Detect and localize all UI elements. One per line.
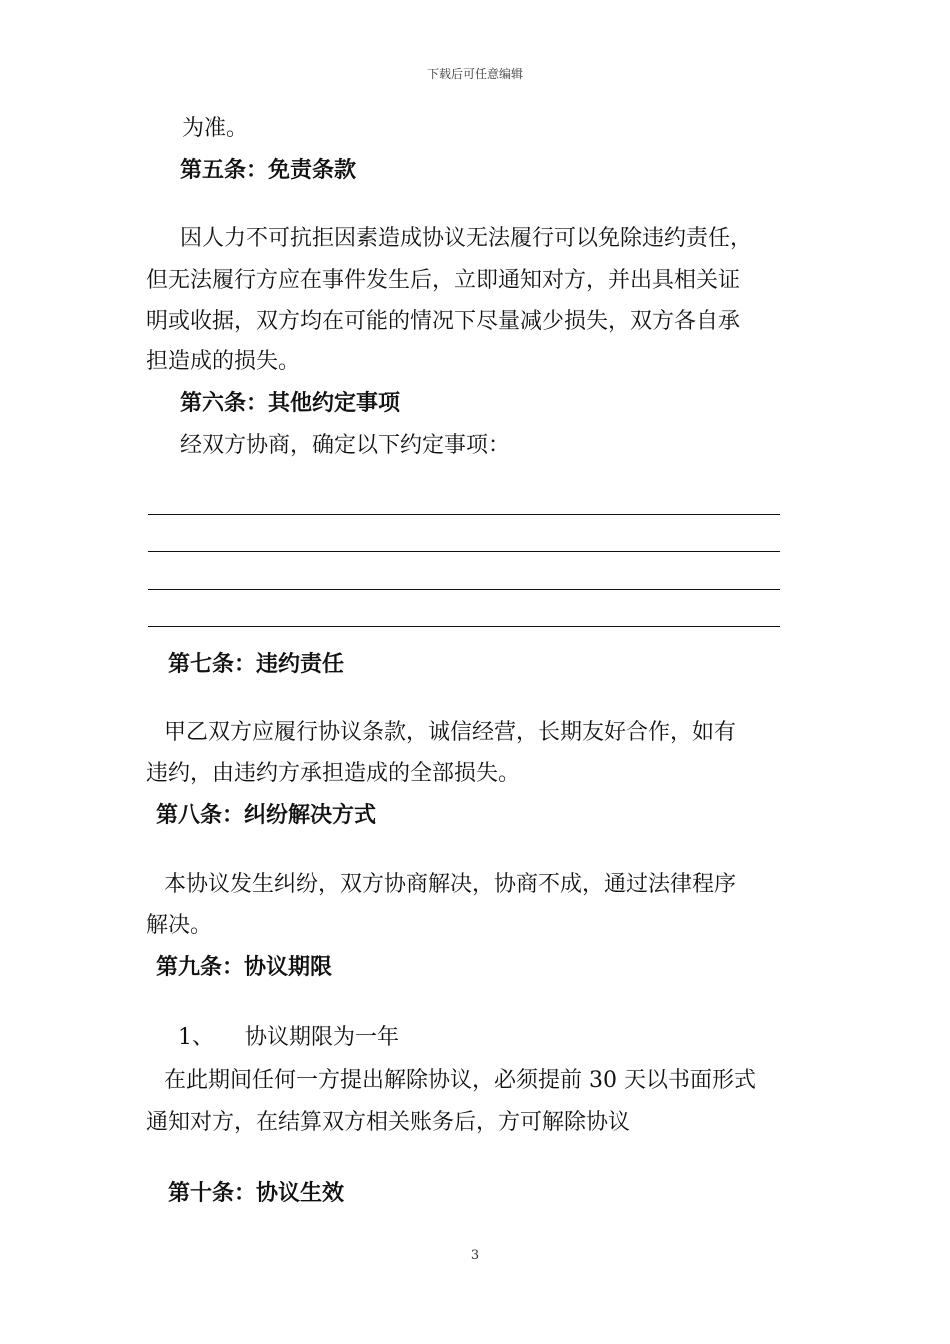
article-9-heading: 第九条：协议期限 — [156, 955, 333, 980]
fill-in-line-4 — [148, 626, 780, 627]
article-8-heading: 第八条：纠纷解决方式 — [156, 803, 377, 828]
article-7-paragraph-line-1: 甲乙双方应履行协议条款，诚信经营，长期友好合作，如有 — [164, 720, 737, 745]
fill-in-line-2 — [148, 551, 780, 552]
article-8-paragraph-line-2: 解决。 — [146, 913, 213, 938]
continuation-text: 为准。 — [182, 116, 249, 141]
article-7-heading: 第七条：违约责任 — [168, 652, 345, 677]
article-6-heading: 第六条：其他约定事项 — [180, 391, 401, 416]
fill-in-line-3 — [148, 589, 780, 590]
article-7-paragraph-line-2: 违约，由违约方承担造成的全部损失。 — [146, 761, 521, 786]
article-9-item-text: 协议期限为一年 — [245, 1025, 400, 1050]
article-9-paragraph-line-2: 通知对方，在结算双方相关账务后，方可解除协议 — [146, 1110, 631, 1135]
article-9-paragraph-line-1: 在此期间任何一方提出解除协议，必须提前 30 天以书面形式 — [164, 1068, 756, 1093]
article-6-paragraph: 经双方协商，确定以下约定事项： — [180, 433, 511, 458]
page-number: 3 — [470, 1248, 480, 1263]
article-5-paragraph-line-3: 明或收据，双方均在可能的情况下尽量减少损失，双方各自承 — [146, 309, 741, 334]
article-9-item-number: 1、 — [178, 1025, 214, 1050]
article-5-paragraph-line-4: 担造成的损失。 — [146, 349, 301, 374]
article-5-paragraph-line-2: 但无法履行方应在事件发生后，立即通知对方，并出具相关证 — [146, 268, 741, 293]
article-5-paragraph-line-1: 因人力不可抗拒因素造成协议无法履行可以免除违约责任， — [180, 226, 753, 251]
article-10-heading: 第十条：协议生效 — [168, 1181, 345, 1206]
article-5-heading: 第五条：免责条款 — [180, 158, 357, 183]
page-header-note: 下载后可任意编辑 — [426, 67, 523, 81]
fill-in-line-1 — [148, 514, 780, 515]
article-8-paragraph-line-1: 本协议发生纠纷，双方协商解决，协商不成，通过法律程序 — [164, 872, 737, 897]
